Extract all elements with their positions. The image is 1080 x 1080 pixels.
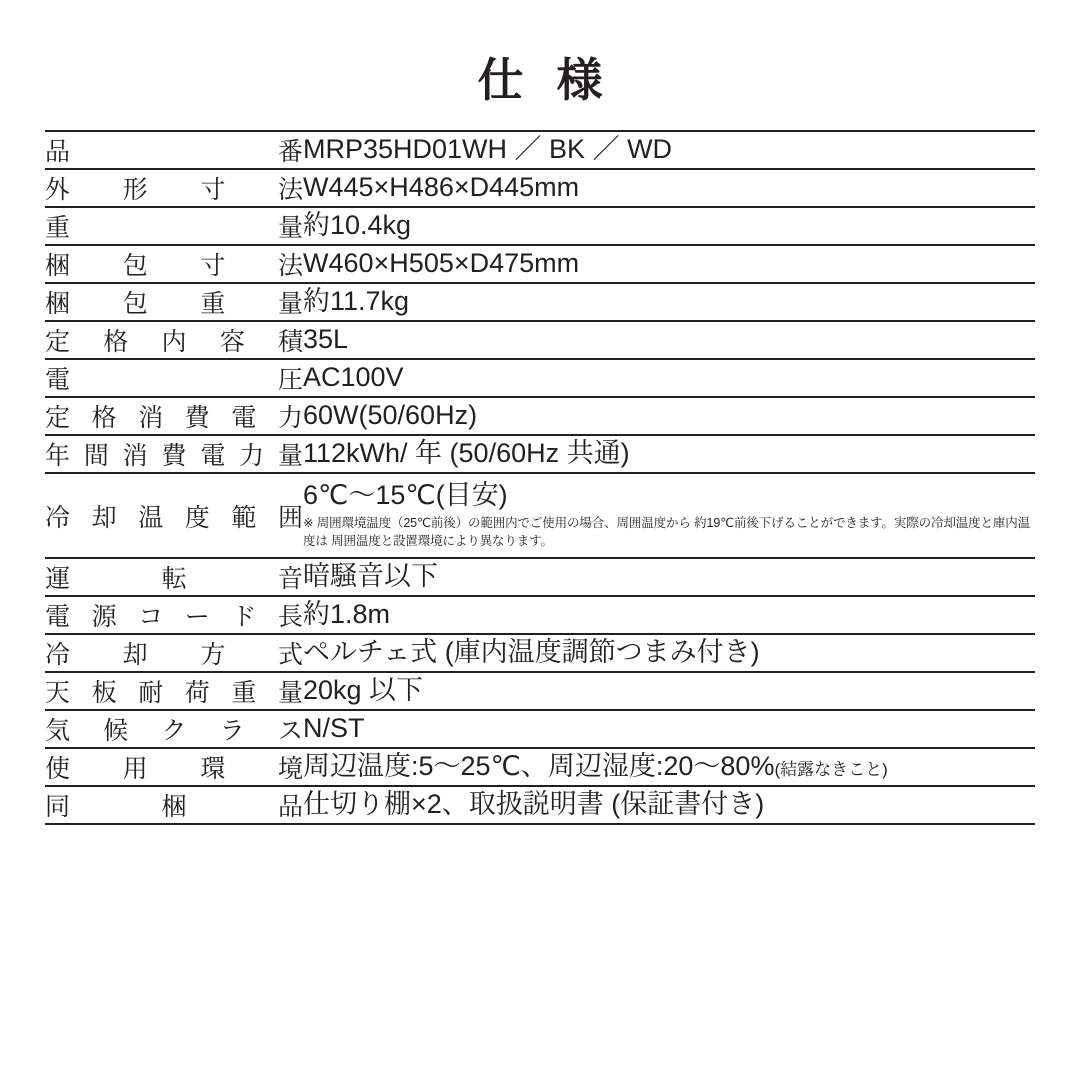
label-char: 転 xyxy=(161,565,187,594)
spec-label xyxy=(45,748,303,786)
label-char: 間 xyxy=(83,442,109,470)
spec-value-text: W445×H486×D445mm xyxy=(303,172,580,203)
spec-value xyxy=(303,321,1035,359)
spec-value-text xyxy=(303,751,1035,783)
spec-value-main-text: 周辺温度:5～25℃、周辺湿度:20～80% xyxy=(303,751,775,782)
table-row xyxy=(45,207,1035,245)
label-char: 寸 xyxy=(200,176,226,204)
spec-value xyxy=(303,558,1035,596)
label-char: 板 xyxy=(91,679,117,708)
spec-value xyxy=(303,359,1035,397)
label-char: 境 xyxy=(277,755,303,784)
label-char: 消 xyxy=(138,404,164,432)
label-char: 却 xyxy=(91,503,117,532)
spec-value xyxy=(303,397,1035,435)
label-char: 消 xyxy=(122,442,148,470)
label-char: 量 xyxy=(277,442,303,470)
spec-value-text: 35L xyxy=(303,324,349,355)
table-row xyxy=(45,435,1035,473)
label-char: 包 xyxy=(122,290,148,318)
label-char: 法 xyxy=(277,176,303,204)
label-char: 重 xyxy=(200,290,226,318)
label-char: 重 xyxy=(45,214,71,242)
label-char: 梱 xyxy=(45,290,71,318)
table-row xyxy=(45,131,1035,169)
label-char: 番 xyxy=(277,138,303,166)
spec-value-text: MRP35HD01WH ／ BK ／ WD xyxy=(303,134,673,165)
spec-value xyxy=(303,710,1035,748)
table-row xyxy=(45,397,1035,435)
spec-value-text: 暗騒音以下 xyxy=(303,561,438,592)
label-char: 積 xyxy=(277,328,303,356)
spec-value xyxy=(303,207,1035,245)
spec-label xyxy=(45,359,303,397)
spec-label xyxy=(45,596,303,634)
label-char: 音 xyxy=(277,565,303,594)
spec-value-text: 60W(50/60Hz) xyxy=(303,400,478,431)
table-row xyxy=(45,748,1035,786)
label-char: 同 xyxy=(45,793,71,822)
label-char: 梱 xyxy=(161,793,187,822)
label-char: 用 xyxy=(122,755,148,784)
specifications-table xyxy=(45,130,1035,825)
label-char: 格 xyxy=(103,328,129,356)
label-char: 定 xyxy=(45,404,71,432)
spec-value-text: N/ST xyxy=(303,713,365,744)
table-row xyxy=(45,169,1035,207)
label-char: ク xyxy=(161,717,187,746)
label-char: 重 xyxy=(231,679,257,708)
spec-label xyxy=(45,397,303,435)
spec-value-text: 112kWh/ 年 (50/60Hz 共通) xyxy=(303,438,630,469)
label-char: 温 xyxy=(138,503,164,532)
table-row xyxy=(45,634,1035,672)
label-char: 却 xyxy=(122,641,148,670)
label-char: 形 xyxy=(122,176,148,204)
label-char: 外 xyxy=(45,176,71,204)
label-char: 圧 xyxy=(277,366,303,394)
label-char: 荷 xyxy=(184,679,210,708)
label-char: 範 xyxy=(231,503,257,532)
table-row xyxy=(45,558,1035,596)
label-char: 品 xyxy=(277,793,303,822)
spec-label xyxy=(45,321,303,359)
spec-label xyxy=(45,131,303,169)
spec-label xyxy=(45,169,303,207)
spec-value xyxy=(303,169,1035,207)
spec-label xyxy=(45,435,303,473)
spec-value xyxy=(303,245,1035,283)
spec-label xyxy=(45,634,303,672)
label-char: 費 xyxy=(161,442,187,470)
spec-value xyxy=(303,596,1035,634)
spec-value xyxy=(303,634,1035,672)
spec-value xyxy=(303,283,1035,321)
label-char: 容 xyxy=(219,328,245,356)
label-char: ス xyxy=(277,717,303,746)
label-char: 定 xyxy=(45,328,71,356)
label-char: 電 xyxy=(200,442,226,470)
table-row xyxy=(45,473,1035,558)
label-char: 使 xyxy=(45,755,71,784)
label-char: 環 xyxy=(200,755,226,784)
spec-label xyxy=(45,710,303,748)
spec-value-text: 20kg 以下 xyxy=(303,675,424,706)
spec-value-text: ペルチェ式 (庫内温度調節つまみ付き) xyxy=(303,637,760,668)
label-char: 長 xyxy=(277,603,303,632)
spec-value xyxy=(303,131,1035,169)
label-char: 品 xyxy=(45,138,71,166)
spec-value xyxy=(303,473,1035,558)
label-char: 式 xyxy=(277,641,303,670)
label-char: 囲 xyxy=(277,503,303,532)
spec-value-text: AC100V xyxy=(303,362,404,393)
label-char: 梱 xyxy=(45,252,71,280)
spec-value xyxy=(303,786,1035,824)
label-char: 源 xyxy=(91,603,117,632)
spec-value-suffix: (結露なきこと) xyxy=(774,760,888,780)
label-char: 寸 xyxy=(200,252,226,280)
label-char: 冷 xyxy=(45,641,71,670)
table-row xyxy=(45,710,1035,748)
label-char: コ xyxy=(138,603,164,632)
label-char: 量 xyxy=(277,290,303,318)
label-char: ー xyxy=(184,603,210,632)
label-char: 冷 xyxy=(45,503,71,532)
label-char: 格 xyxy=(91,404,117,432)
label-char: 電 xyxy=(45,603,71,632)
table-row xyxy=(45,359,1035,397)
spec-label xyxy=(45,473,303,558)
label-char: 耐 xyxy=(138,679,164,708)
label-char: 気 xyxy=(45,717,71,746)
label-char: 電 xyxy=(231,404,257,432)
spec-value-text: 約11.7kg xyxy=(303,286,410,317)
label-char: 量 xyxy=(277,679,303,708)
spec-label xyxy=(45,786,303,824)
label-char: 度 xyxy=(184,503,210,532)
spec-value xyxy=(303,748,1035,786)
spec-value-text: 6℃～15℃(目安) xyxy=(303,480,508,510)
table-row xyxy=(45,321,1035,359)
table-row xyxy=(45,283,1035,321)
page-title: 仕 様 xyxy=(477,54,613,106)
label-char: 力 xyxy=(277,404,303,432)
spec-label xyxy=(45,283,303,321)
spec-value-note: ※ 周囲環境温度（25℃前後）の範囲内でご使用の場合、周囲温度から 約19℃前後下げることができます。実際の冷却温度と庫内温度は 周囲温度と設置環境により異なります。 xyxy=(303,515,1031,548)
spec-value xyxy=(303,672,1035,710)
label-char: 電 xyxy=(45,366,71,394)
spec-value-text: 約1.8m xyxy=(303,599,391,630)
label-char: 年 xyxy=(45,442,71,470)
table-row xyxy=(45,245,1035,283)
label-char: 方 xyxy=(200,641,226,670)
table-row xyxy=(45,596,1035,634)
spec-label xyxy=(45,558,303,596)
label-char: 天 xyxy=(45,679,71,708)
spec-label xyxy=(45,245,303,283)
label-char: 法 xyxy=(277,252,303,280)
spec-label xyxy=(45,207,303,245)
spec-value xyxy=(303,435,1035,473)
spec-value-text: 約10.4kg xyxy=(303,210,412,241)
spec-value-text: W460×H505×D475mm xyxy=(303,248,580,279)
label-char: 力 xyxy=(239,442,265,470)
label-char: 内 xyxy=(161,328,187,356)
table-row xyxy=(45,672,1035,710)
label-char: 量 xyxy=(277,214,303,242)
label-char: 運 xyxy=(45,565,71,594)
label-char: ラ xyxy=(219,717,245,746)
spec-label xyxy=(45,672,303,710)
label-char: ド xyxy=(231,603,257,632)
label-char: 費 xyxy=(184,404,210,432)
label-char: 包 xyxy=(122,252,148,280)
spec-value-text: 仕切り棚×2、取扱説明書 (保証書付き) xyxy=(303,789,765,820)
specifications-table-body xyxy=(45,131,1035,824)
label-char: 候 xyxy=(103,717,129,746)
table-row xyxy=(45,786,1035,824)
